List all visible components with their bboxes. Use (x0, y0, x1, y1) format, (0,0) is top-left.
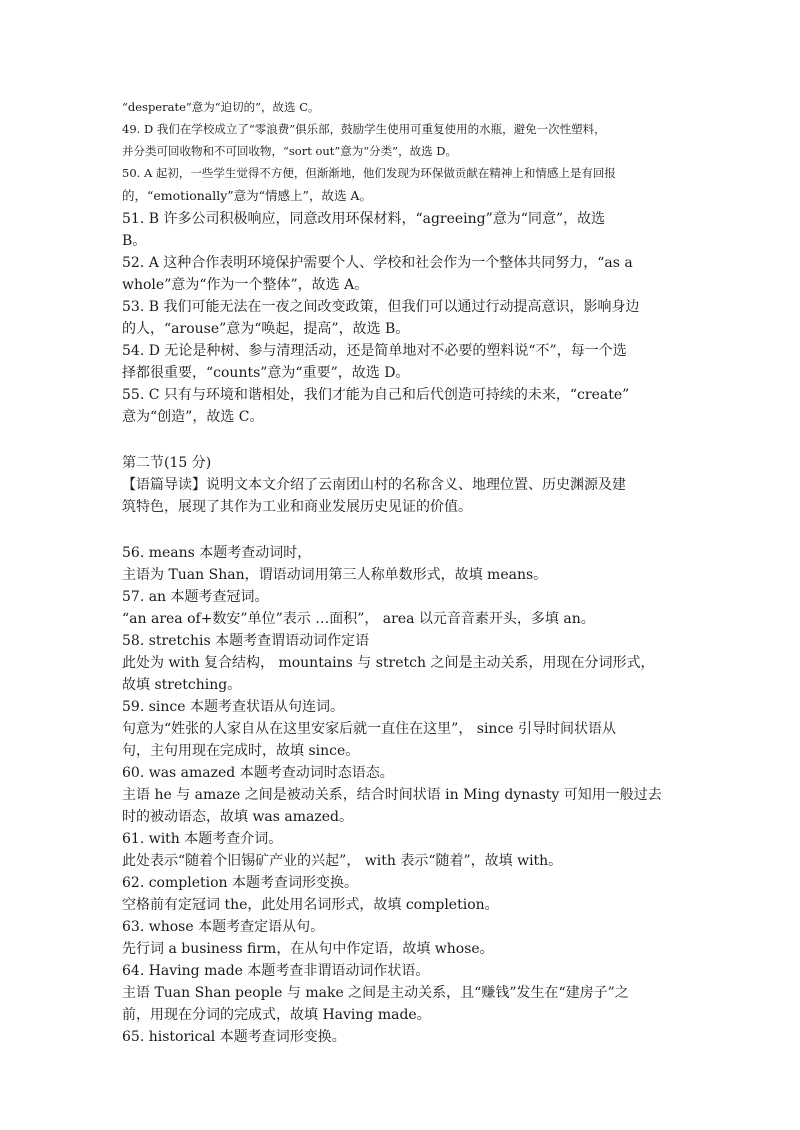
text-line: “desperate”意为“迫切的”，故选 C。 (122, 100, 320, 114)
blank-line (122, 428, 682, 452)
text-line: 65. historical 本题考查词形变换。 (122, 1029, 346, 1045)
text-line: 前，用现在分词的完成式，故填 Having made。 (122, 1007, 431, 1023)
text-line: 择都很重要，“counts”意为“重要”，故选 D。 (122, 365, 410, 381)
text-line: 第二节(15 分) (122, 455, 212, 471)
text-line: 此处为 with 复合结构， mountains 与 stretch 之间是主动关系，用现在分词形式， (122, 655, 655, 671)
text-line: “an area of+数安”单位”表示 …面积”， area 以元音音素开头，多填 an。 (122, 611, 595, 627)
text-line: 58. stretchis 本题考查谓语动词作定语 (122, 633, 370, 649)
text-line: 主语 Tuan Shan people 与 make 之间是主动关系，且“赚钱”发生在“建房子”之 (122, 985, 629, 1001)
text-line: 【语篇导读】说明文本文介绍了云南团山村的名称含义、地理位置、历史渊源及建 (122, 477, 626, 493)
document-page (122, 96, 682, 1048)
text-line: 的人，“arouse”意为“唤起，提高”，故选 B。 (122, 321, 410, 337)
text-line: 56. means 本题考查动词时， (122, 545, 312, 561)
text-line: 空格前有定冠词 the，此处用名词形式，故填 completion。 (122, 897, 499, 913)
text-line: 51. B 许多公司积极响应，同意改用环保材料，“agreeing”意为“同意”，故选 (122, 211, 606, 227)
text-line: 主语 he 与 amaze 之间是被动关系，结合时间状语 in Ming dynasty 可知用一般过去 (122, 787, 662, 803)
text-line: 55. C 只有与环境和谐相处，我们才能为自己和后代创造可持续的未来，“create” (122, 387, 630, 403)
text-line: 53. B 我们可能无法在一夜之间改变政策，但我们可以通过行动提高意识，影响身边 (122, 299, 640, 315)
blank-line (122, 518, 682, 542)
text-line: 62. completion 本题考查词形变换。 (122, 875, 358, 891)
text-line: 63. whose 本题考查定语从句。 (122, 919, 325, 935)
text-line: 64. Having made 本题考查非谓语动词作状语。 (122, 963, 430, 979)
text-body (122, 96, 682, 1048)
text-line: 57. an 本题考查冠词。 (122, 589, 269, 605)
text-line: 并分类可回收物和不可回收物，“sort out”意为“分类”，故选 D。 (122, 144, 457, 158)
text-line: 49. D 我们在学校成立了“零浪费”俱乐部，鼓励学生使用可重复使用的水瓶，避免一次性塑料， (122, 122, 606, 136)
text-line: 句意为“姓张的人家自从在这里安家后就一直住在这里”， since 引导时间状语从 (122, 721, 617, 737)
text-line: 时的被动语态，故填 was amazed。 (122, 809, 354, 825)
text-line: 60. was amazed 本题考查动词时态语态。 (122, 765, 394, 781)
text-line: whole”意为“作为一个整体”，故选 A。 (122, 277, 369, 293)
text-line: 54. D 无论是种树、参与清理活动，还是简单地对不必要的塑料说“不”，每一个选 (122, 343, 627, 359)
text-line: 主语为 Tuan Shan，谓语动词用第三人称单数形式，故填 means。 (122, 567, 548, 583)
text-line: 意为“创造”，故选 C。 (122, 409, 264, 425)
text-line: 50. A 起初，一些学生觉得不方便，但渐渐地，他们发现为环保做贡献在精神上和情感上是有回报 (122, 166, 616, 180)
text-line: 筑特色，展现了其作为工业和商业发展历史见证的价值。 (122, 499, 472, 515)
text-line: 61. with 本题考查介词。 (122, 831, 283, 847)
text-line: 59. since 本题考查状语从句连词。 (122, 699, 344, 715)
text-line: 先行词 a business firm，在从句中作定语，故填 whose。 (122, 941, 494, 957)
text-line: 52. A 这种合作表明环境保护需要个人、学校和社会作为一个整体共同努力，“as a (122, 255, 633, 271)
text-line: 句，主句用现在完成时，故填 since。 (122, 743, 360, 759)
text-line: 此处表示“随着个旧锡矿产业的兴起”， with 表示“随着”，故填 with。 (122, 853, 563, 869)
text-line: 故填 stretching。 (122, 677, 242, 693)
text-line: 的，“emotionally”意为“情感上”，故选 A。 (122, 188, 372, 203)
text-line: B。 (122, 233, 147, 249)
